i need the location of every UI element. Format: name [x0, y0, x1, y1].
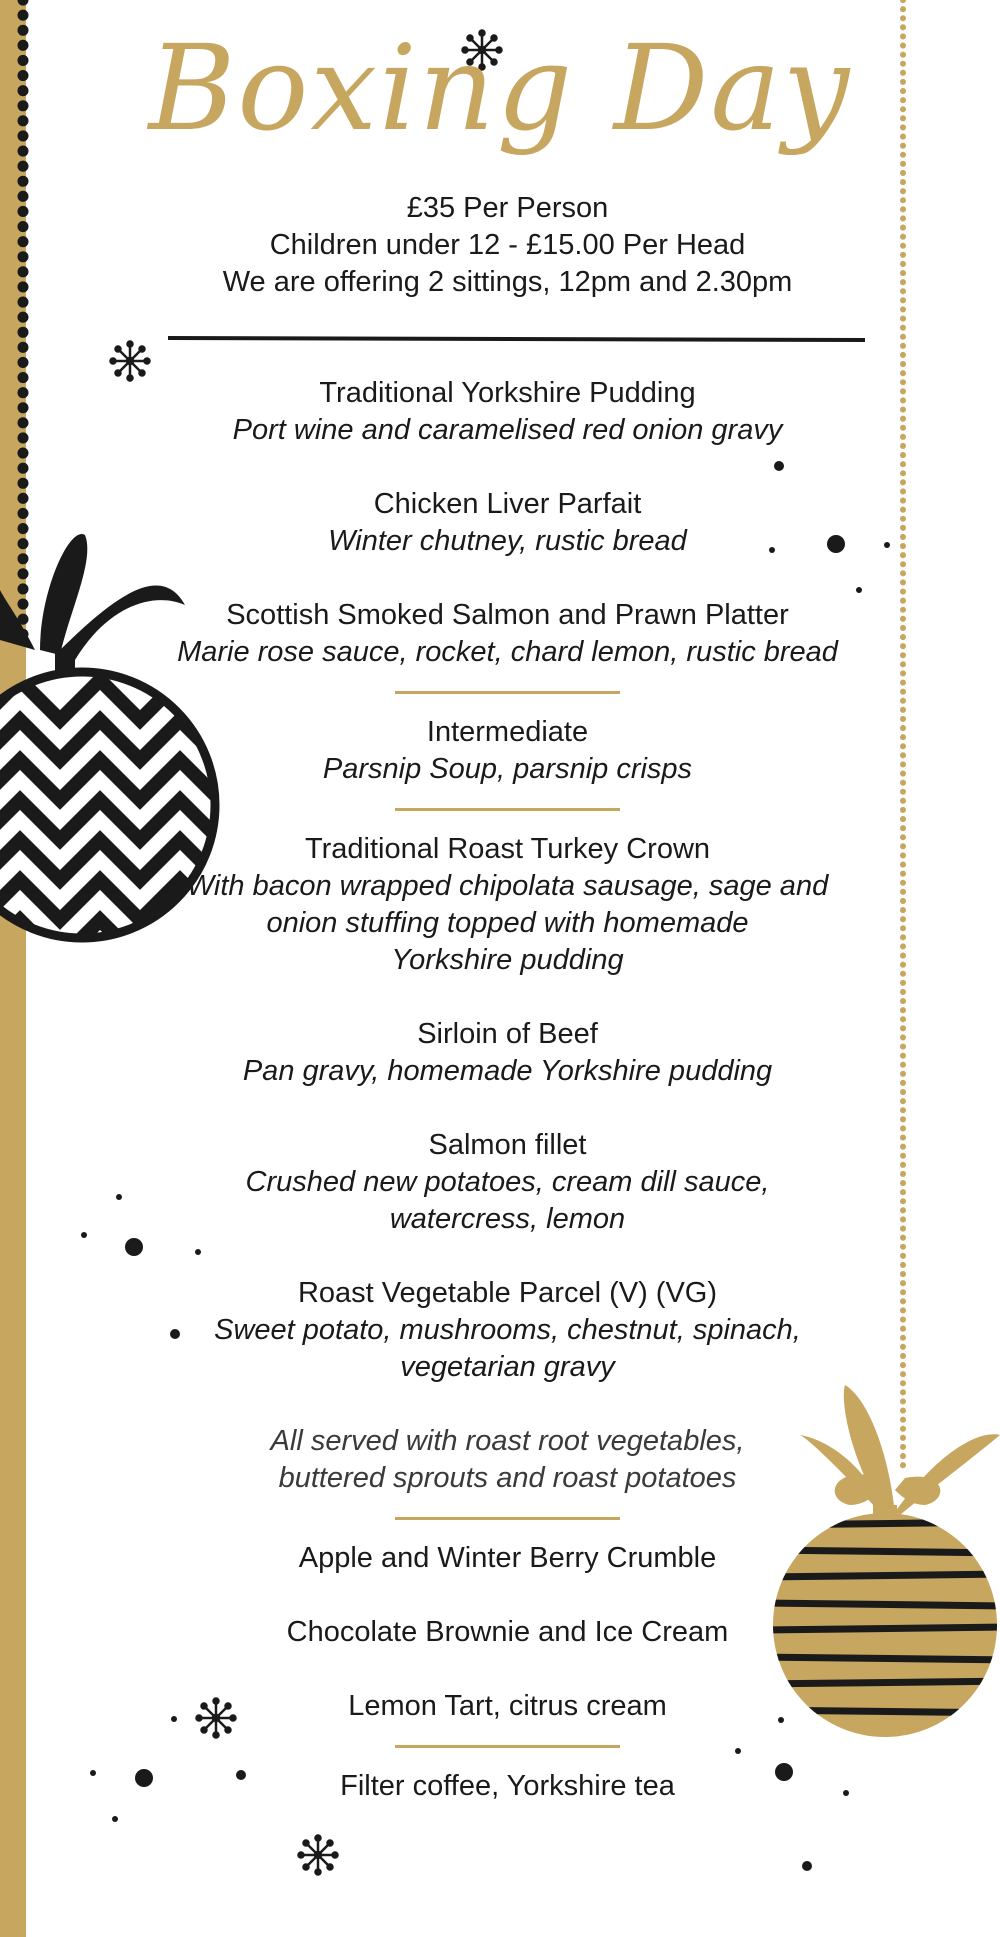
menu-item-name: Roast Vegetable Parcel (V) (VG) [297, 1277, 718, 1309]
snowflake-icon [111, 342, 150, 381]
dessert-item [160, 1688, 855, 1725]
menu-item-name: Traditional Roast Turkey Crown [304, 833, 711, 865]
menu-item-name: Scottish Smoked Salmon and Prawn Platter [226, 599, 789, 631]
price-text: £35 Per Person [406, 192, 609, 224]
header-divider [168, 338, 865, 340]
menu-item-name: Salmon fillet [428, 1129, 587, 1161]
dessert-name: Apple and Winter Berry Crumble [298, 1542, 717, 1574]
header [170, 190, 845, 301]
menu-item-description: Pan gravy, homemade Yorkshire pudding [242, 1055, 773, 1087]
dessert-name: Chocolate Brownie and Ice Cream [286, 1616, 729, 1648]
menu-item-description: Marie rose sauce, rocket, chard lemon, rustic bread [177, 636, 838, 668]
page-title: Boxing Day [148, 19, 852, 157]
menu-item [160, 486, 855, 560]
menu-item-name: Chicken Liver Parfait [373, 488, 642, 520]
drinks-text: Filter coffee, Yorkshire tea [340, 1770, 675, 1802]
dessert-name: Lemon Tart, citrus cream [348, 1690, 667, 1722]
menu-item-description: onion stuffing topped with homemade [266, 907, 749, 939]
snowflake-icon [299, 1836, 338, 1875]
dessert-item [160, 1540, 855, 1577]
served-with-line: buttered sprouts and roast potatoes [278, 1462, 737, 1494]
gold-divider [395, 808, 620, 811]
menu-item-description: Yorkshire pudding [391, 944, 624, 976]
menu-item-description: Winter chutney, rustic bread [328, 525, 687, 557]
menu-item-description: vegetarian gravy [400, 1351, 615, 1383]
children-price-text: Children under 12 - £15.00 Per Head [269, 229, 746, 261]
menu-item [160, 1127, 855, 1238]
menu [160, 375, 855, 1805]
served-with-line: All served with roast root vegetables, [270, 1425, 745, 1457]
menu-item-description: Parsnip Soup, parsnip crisps [322, 753, 693, 785]
sittings-text: We are offering 2 sittings, 12pm and 2.30pm [222, 266, 793, 298]
menu-item [160, 597, 855, 671]
intermediate-course [160, 714, 855, 788]
gold-divider [395, 691, 620, 694]
menu-item-description: Sweet potato, mushrooms, chestnut, spinach, [214, 1314, 801, 1346]
menu-item-name: Intermediate [426, 716, 589, 748]
served-with-note [160, 1423, 855, 1497]
gold-divider [395, 1517, 620, 1520]
menu-item-description: watercress, lemon [389, 1203, 626, 1235]
menu-item-description: Crushed new potatoes, cream dill sauce, [245, 1166, 770, 1198]
menu-item [160, 1275, 855, 1386]
drinks-item [160, 1768, 855, 1805]
menu-item [160, 375, 855, 449]
menu-item [160, 831, 855, 979]
menu-item-description: Port wine and caramelised red onion gravy [232, 414, 783, 446]
gold-divider [395, 1745, 620, 1748]
dessert-item [160, 1614, 855, 1651]
menu-item-description: With bacon wrapped chipolata sausage, sage and [186, 870, 829, 902]
menu-item-name: Traditional Yorkshire Pudding [319, 377, 696, 409]
left-bauble-ribbon-icon [0, 534, 185, 660]
menu-item [160, 1016, 855, 1090]
menu-item-name: Sirloin of Beef [417, 1018, 598, 1050]
